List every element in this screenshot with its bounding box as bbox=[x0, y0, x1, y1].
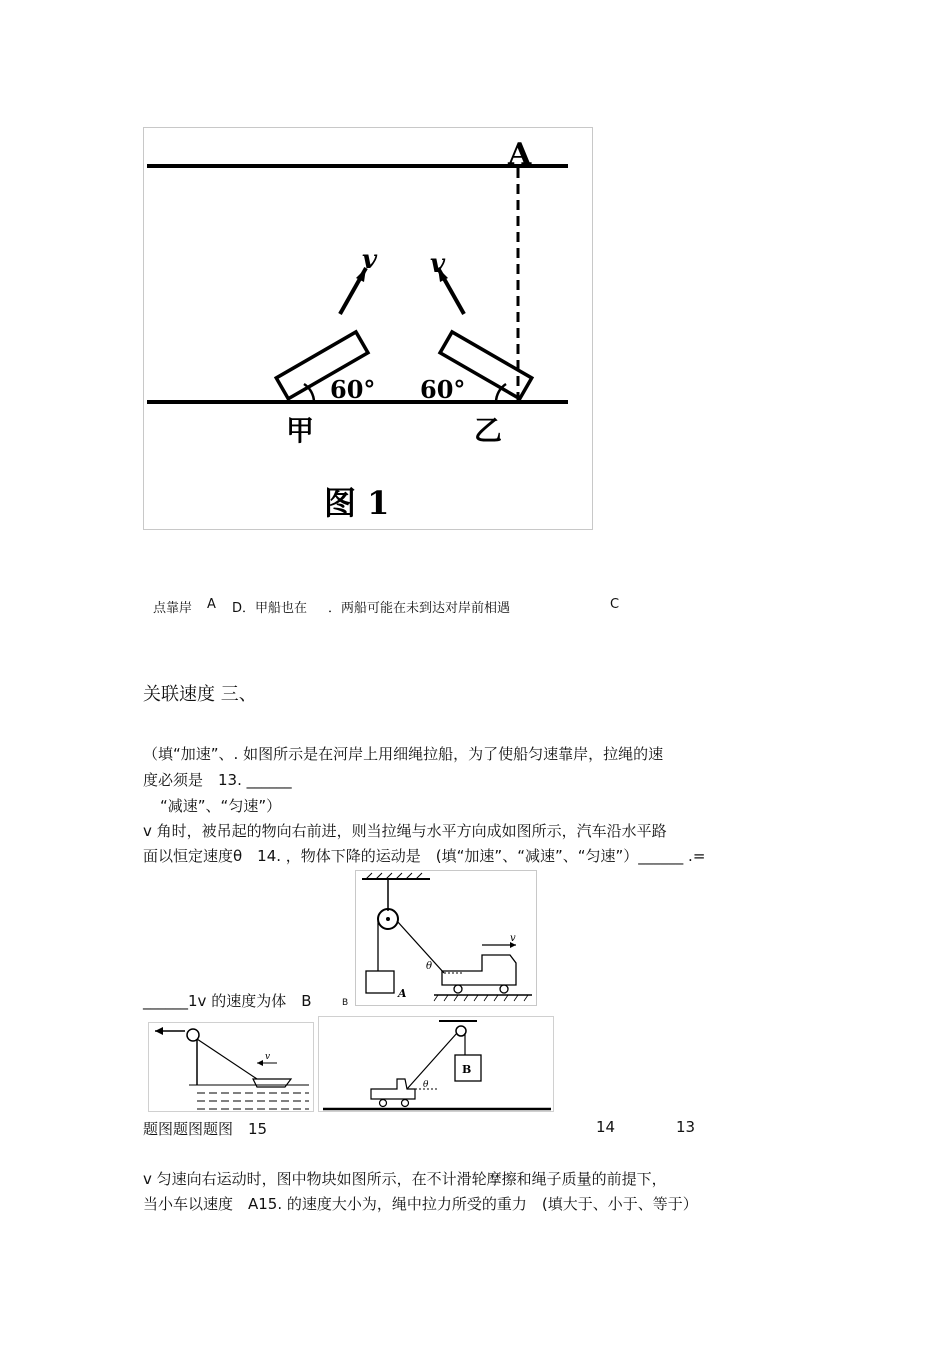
q14-line-3: ______1v 的速度为体 B bbox=[143, 992, 312, 1010]
caption-left: 题图题图题图 15 bbox=[143, 1120, 268, 1138]
figure-1-drawing bbox=[144, 128, 594, 531]
q14-line-3-sub: B bbox=[342, 998, 349, 1008]
label-v-14: v bbox=[510, 933, 516, 944]
caption-right: 13 bbox=[676, 1118, 696, 1136]
label-yi: 乙 bbox=[474, 414, 503, 447]
figure-15-drawing bbox=[319, 1017, 555, 1113]
answer-part-1: 点靠岸 bbox=[153, 601, 193, 616]
answer-part-4: ．两船可能在未到达对岸前相遇 bbox=[328, 601, 511, 616]
q14-line-2: 面以恒定速度θ 14. ，物体下降的运动是 (填“加速”、“减速”、“匀速”）______ .= bbox=[143, 847, 706, 865]
figure-13-drawing bbox=[149, 1023, 315, 1113]
q15-line-2: 当小车以速度 A15. 的速度大小为，绳中拉力所受的重力 (填大于、小于、等于） bbox=[143, 1195, 698, 1213]
label-A-14: A bbox=[398, 987, 407, 1000]
q15-line-1: v 匀速向右运动时，图中物块如图所示，在不计滑轮摩擦和绳子质量的前提下， bbox=[143, 1170, 667, 1188]
label-theta-14: θ bbox=[426, 961, 433, 972]
label-A: A bbox=[508, 137, 532, 172]
boat-13 bbox=[253, 1079, 291, 1087]
label-angle-right: 60° bbox=[420, 375, 466, 404]
block-A bbox=[366, 971, 394, 993]
label-jia: 甲 bbox=[286, 414, 315, 447]
figure-15 bbox=[318, 1016, 554, 1112]
figure-1 bbox=[143, 127, 593, 530]
truck-body bbox=[442, 955, 516, 985]
label-v-right: v bbox=[430, 249, 446, 279]
figure-13 bbox=[148, 1022, 314, 1112]
answer-part-2: A bbox=[207, 597, 216, 612]
car-15 bbox=[371, 1079, 415, 1099]
label-angle-left: 60° bbox=[330, 375, 376, 404]
label-B-15: B bbox=[462, 1063, 472, 1076]
label-v-13: v bbox=[265, 1052, 271, 1062]
figure-14 bbox=[355, 870, 537, 1006]
label-v-left: v bbox=[362, 245, 378, 275]
q13-line-1: （填“加速”、. 如图所示是在河岸上用细绳拉船，为了使船匀速靠岸，拉绳的速 bbox=[143, 745, 664, 763]
q13-line-3: “减速”、“匀速”） bbox=[160, 797, 282, 815]
answer-part-3: D．甲船也在 bbox=[232, 601, 308, 616]
section-title: 关联速度 三、 bbox=[143, 684, 257, 705]
caption-mid: 14 bbox=[596, 1118, 616, 1136]
label-theta-15: θ bbox=[423, 1080, 429, 1090]
q14-line-1: v 角时，被吊起的物向右前进，则当拉绳与水平方向成如图所示，汽车沿水平路 bbox=[143, 822, 667, 840]
q13-line-2: 度必须是 13. ______ bbox=[143, 771, 292, 789]
answer-part-5: C bbox=[610, 597, 620, 612]
figure-14-drawing bbox=[356, 871, 538, 1007]
figure-1-caption: 图 1 bbox=[324, 484, 390, 522]
